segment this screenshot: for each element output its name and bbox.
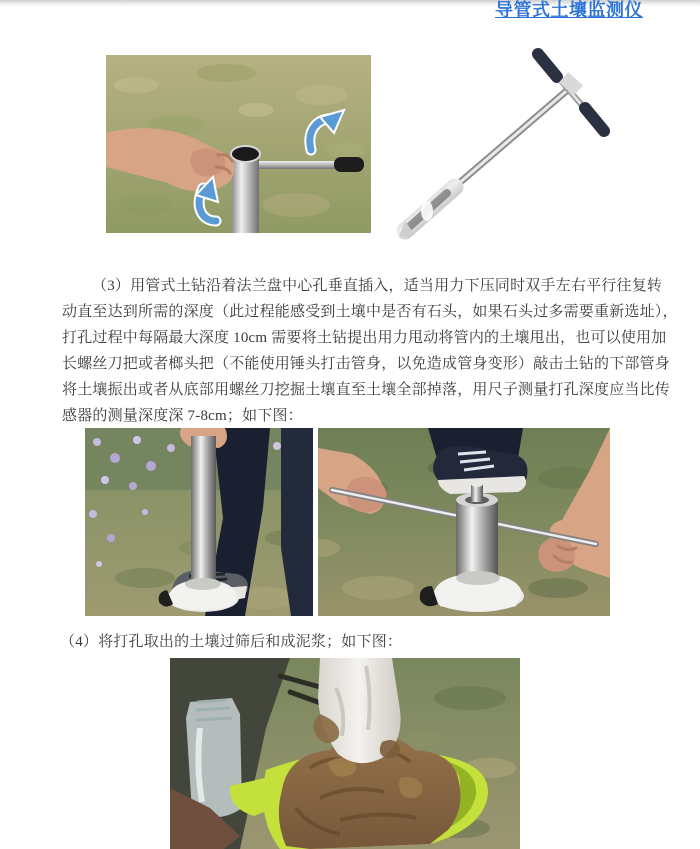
step3-line: 打孔过程中每隔最大深度 10cm 需要将土钻提出用力甩动将管内的土壤甩出，也可以使用加 xyxy=(62,330,667,346)
handle-grip xyxy=(334,157,364,172)
photo-soil-auger-art xyxy=(375,45,640,240)
photo-rotation-demo xyxy=(106,55,371,233)
step3-line: 将土壤振出或者从底部用螺丝刀挖掘土壤直至土壤全部掉落，用尺子测量打孔深度应当比传 xyxy=(62,382,671,398)
photo-mud-mixing-art xyxy=(170,658,520,849)
step3-line: （3）用管式土钻沿着法兰盘中心孔垂直插入，适当用力下压同时双手左右平行往复转 xyxy=(92,278,663,294)
step3-paragraph xyxy=(62,273,678,429)
photo-rotation-demo-art xyxy=(106,55,371,233)
photo-drilling-insert-art xyxy=(85,428,313,616)
photo-drilling-rotate-art xyxy=(318,428,610,616)
auger-tube xyxy=(191,436,216,598)
photo-drilling-rotate xyxy=(318,428,610,616)
photo-soil-auger-product xyxy=(375,45,640,240)
step4-text: （4）将打孔取出的土壤过筛后和成泥浆；如下图： xyxy=(60,634,403,650)
step3-line: 动直至达到所需的深度（此过程能感受到土壤中是否有石头，如果石头过多需要重新选址）， xyxy=(62,304,678,320)
auger-tube xyxy=(232,153,259,233)
step3-line: 感器的测量深度深 7-8cm；如下图： xyxy=(62,408,303,424)
step3-line: 长螺丝刀把或者榔头把（不能使用锤头打击管身，以免造成管身变形）敲击土钻的下部管身 xyxy=(62,356,671,372)
header-link[interactable]: 导管式土壤监测仪 xyxy=(495,0,643,20)
photo-drilling-insert xyxy=(85,428,313,616)
photo-mud-mixing xyxy=(170,658,520,849)
